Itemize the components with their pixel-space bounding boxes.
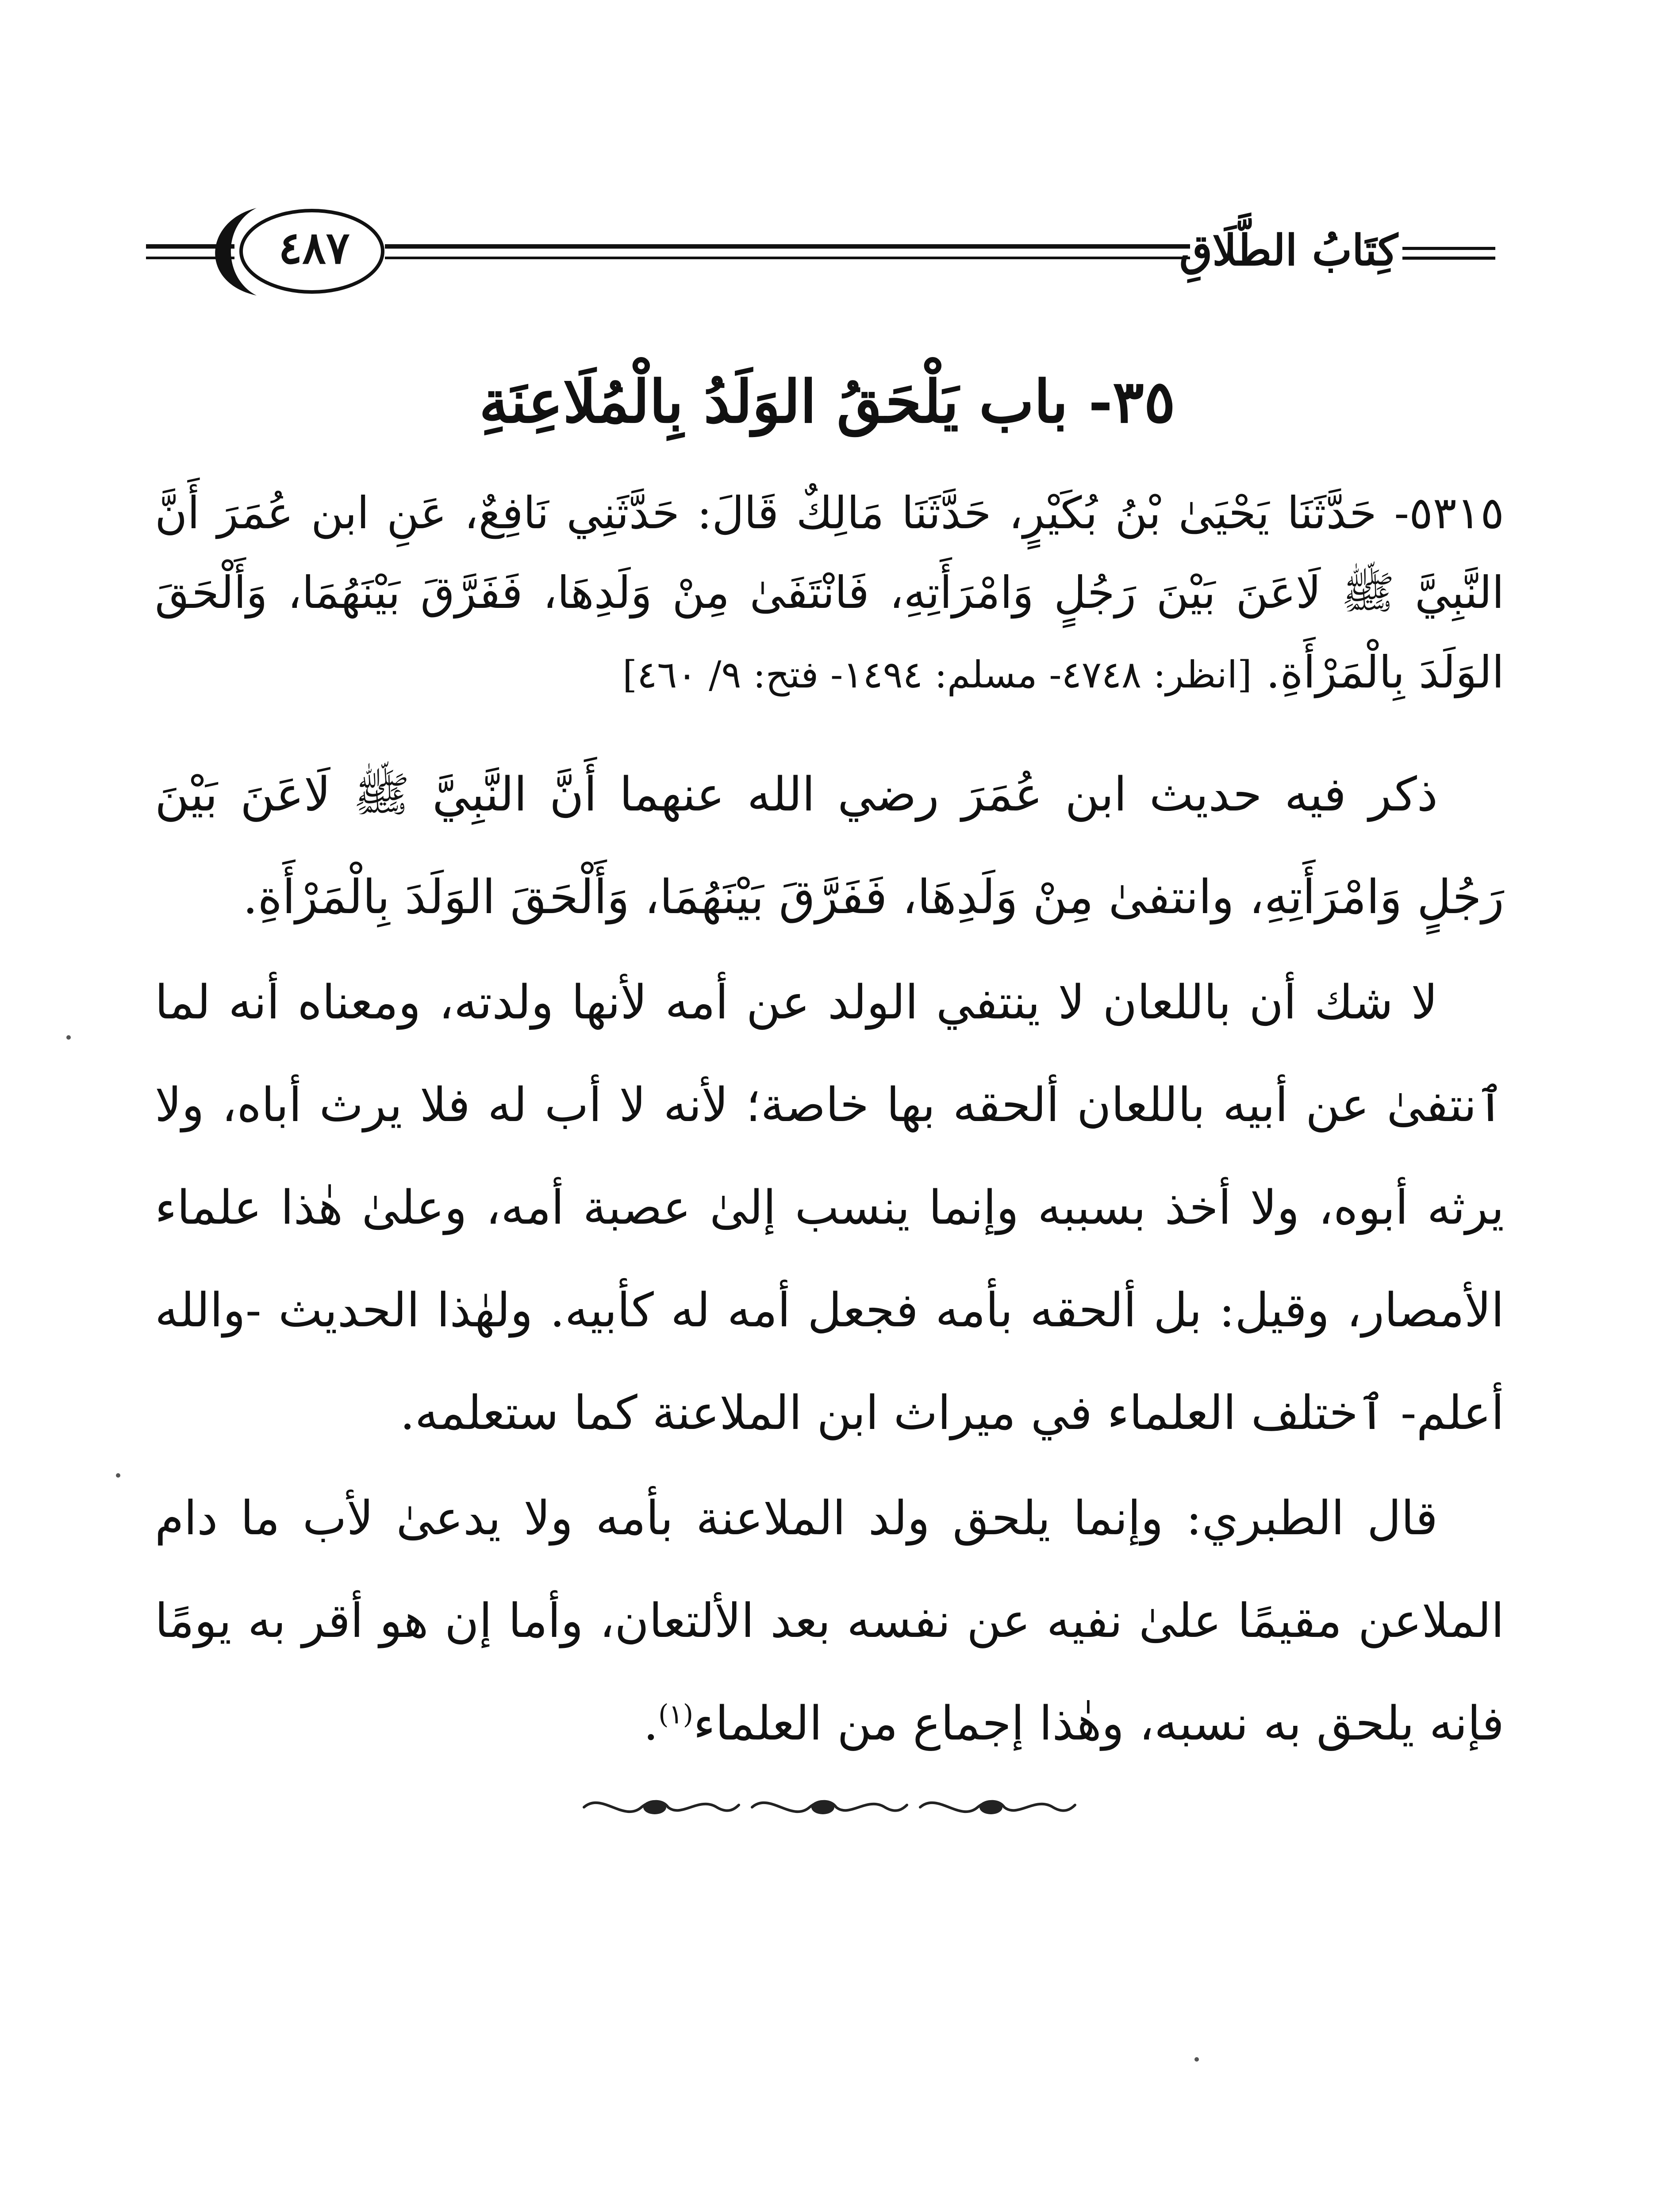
- page-number: ٤٨٧: [278, 222, 350, 274]
- commentary: [155, 743, 1504, 1775]
- commentary-paragraph-end: .: [643, 1696, 659, 1751]
- hadith-reference: [انظر: ٤٧٤٨- مسلم: ١٤٩٤- فتح: ٩/ ٤٦٠]: [622, 653, 1252, 696]
- hadith-text: ٥٣١٥- حَدَّثَنَا يَحْيَىٰ بْنُ بُكَيْرٍ، حَدَّثَنَا مَالِكٌ قَالَ: حَدَّثَنِي نَافِعٌ، عَنِ ابن عُمَرَ أَنَّ النَّبِيَّ ﷺ لَاعَنَ بَيْنَ رَجُلٍ وَامْرَأَتِهِ، فَانْتَفَىٰ مِنْ وَلَدِهَا، فَفَرَّقَ بَيْنَهُمَا، وَأَلْحَقَ الوَلَدَ بِالْمَرْأَةِ.: [155, 487, 1504, 698]
- scan-mark: [1194, 2057, 1199, 2062]
- footnote-marker[interactable]: (١): [658, 1699, 694, 1730]
- commentary-paragraph-text: قال الطبري: وإنما يلحق ولد الملاعنة بأمه ولا يدعىٰ لأب ما دام الملاعن مقيمًا علىٰ نفيه عن نفسه بعد الألتعان، وأما إن هو أقر به يومًا فإنه يلحق به نسبه، وهٰذا إجماع من العلماء: [155, 1491, 1504, 1751]
- commentary-paragraph: ذكر فيه حديث ابن عُمَرَ رضي الله عنهما أَنَّ النَّبِيَّ ﷺ لَاعَنَ بَيْنَ رَجُلٍ وَامْرَأَتِهِ، وانتفىٰ مِنْ وَلَدِهَا، فَفَرَّقَ بَيْنَهُمَا، وَأَلْحَقَ الوَلَدَ بِالْمَرْأَةِ.: [155, 767, 1504, 924]
- chapter-title: ٣٥- باب يَلْحَقُ الوَلَدُ بِالْمُلَاعِنَةِ: [479, 368, 1175, 436]
- scan-mark: [116, 1473, 120, 1478]
- hadith-block: [155, 473, 1504, 714]
- section-divider-ornament: [575, 1787, 1084, 1827]
- running-title: كِتَابُ الطَّلَاقِ: [1179, 225, 1398, 275]
- page-header: [146, 195, 1509, 327]
- commentary-paragraph-last: [155, 1467, 1504, 1775]
- scan-mark: [66, 1035, 71, 1040]
- commentary-paragraph: لا شك أن باللعان لا ينتفي الولد عن أمه لأنها ولدته، ومعناه أنه لما ٱنتفىٰ عن أبيه باللعان ألحقه بها خاصة؛ لأنه لا أب له فلا يرث أباه، ولا يرثه أبوه، ولا أخذ بسببه وإنما ينسب إلىٰ عصبة أمه، وعلىٰ هٰذا علماء الأمصار، وقيل: بل ألحقه بأمه فجعل أمه له كأبيه. ولهٰذا الحديث -والله أعلم- ٱختلف العلماء في ميراث ابن الملاعنة كما ستعلمه.: [155, 975, 1504, 1440]
